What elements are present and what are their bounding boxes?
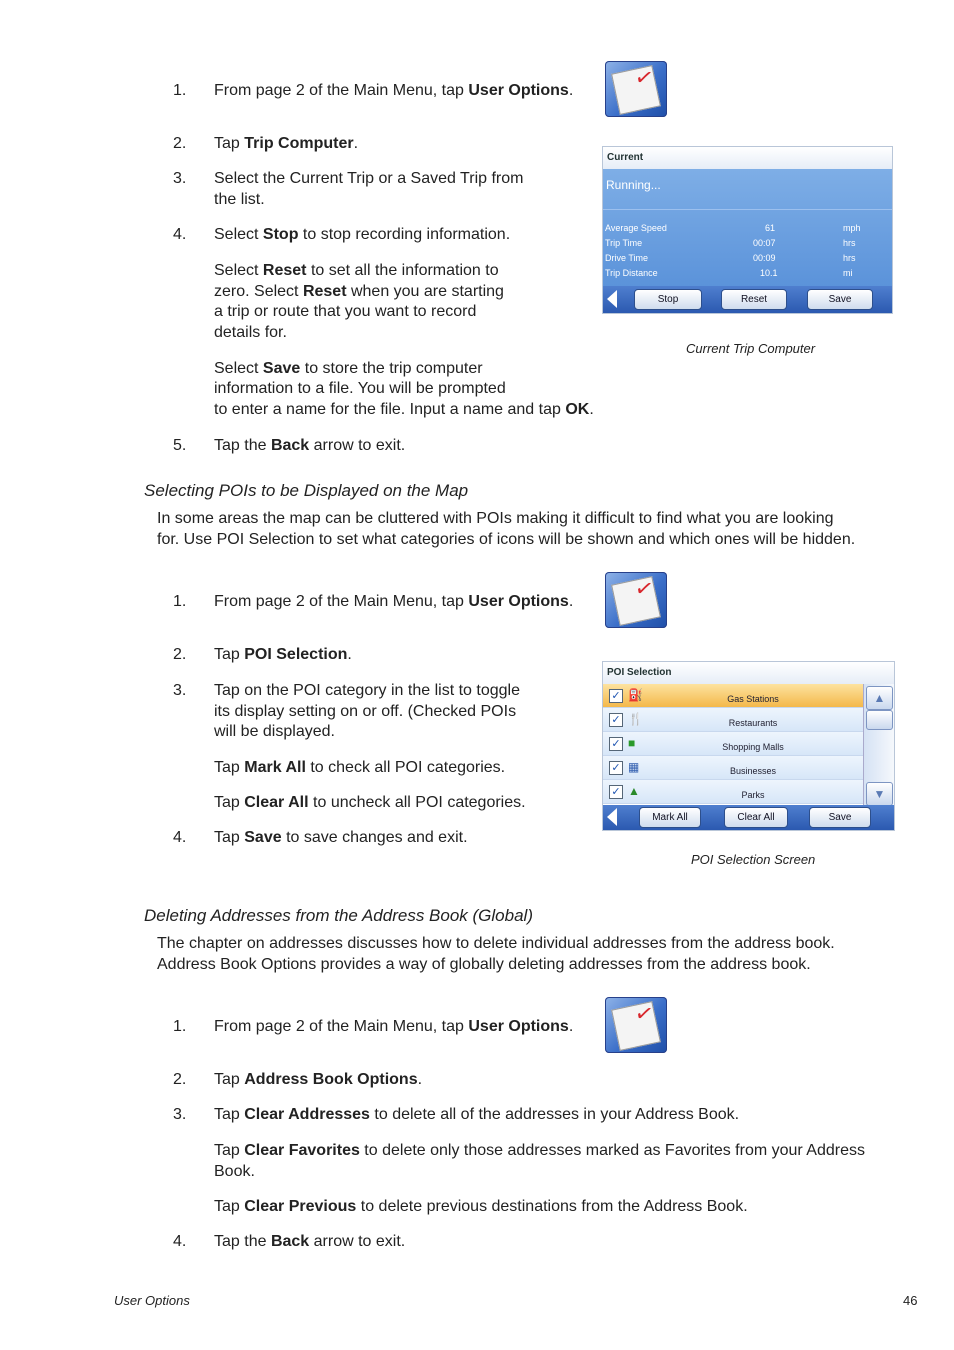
save-button[interactable]: Save [809, 807, 871, 828]
section-heading: Deleting Addresses from the Address Book (Global) [144, 906, 533, 925]
step-text: Select Stop to stop recording information. [214, 226, 511, 243]
checkbox[interactable]: ✓ [609, 713, 623, 727]
poi-item[interactable]: ✓ ▦ Businesses [603, 756, 863, 780]
step-text: Tap POI Selection. [214, 646, 352, 663]
step-text: From page 2 of the Main Menu, tap User Options. [214, 593, 574, 610]
step-number: 2. [173, 1071, 187, 1088]
trip-computer-screen [602, 146, 893, 314]
trip-button-bar [603, 286, 892, 313]
user-options-icon: ✓ [605, 997, 667, 1053]
step-number: 2. [173, 646, 187, 663]
checkbox[interactable]: ✓ [609, 785, 623, 799]
step-number: 4. [173, 1233, 187, 1250]
step-text-line: Select the Current Trip or a Saved Trip from [214, 170, 524, 187]
back-arrow-icon[interactable] [607, 290, 617, 308]
step-number: 3. [173, 1106, 187, 1123]
step-text: Tap the Back arrow to exit. [214, 437, 406, 454]
building-icon: ▦ [628, 760, 640, 774]
poi-item[interactable]: ✓ ▲ Parks [603, 780, 863, 804]
trip-row: Trip Distance 10.1 mi [605, 268, 853, 278]
user-options-icon: ✓ [605, 61, 667, 117]
step-number: 1. [173, 1018, 187, 1035]
step-text: Tap Save to save changes and exit. [214, 829, 468, 846]
stop-button[interactable]: Stop [634, 289, 702, 310]
step-number: 1. [173, 82, 187, 99]
figure-caption: POI Selection Screen [691, 852, 816, 867]
poi-selection-screen [602, 661, 895, 831]
mark-all-button[interactable]: Mark All [639, 807, 701, 828]
checkbox[interactable]: ✓ [609, 761, 623, 775]
step-number: 4. [173, 829, 187, 846]
step-number: 4. [173, 226, 187, 243]
poi-button-bar [603, 805, 894, 830]
step-text: From page 2 of the Main Menu, tap User Options. [214, 1018, 574, 1035]
step-text: Tap the Back arrow to exit. [214, 1233, 406, 1250]
step-text-line: the list. [214, 191, 265, 208]
trip-status: Running... [603, 169, 892, 210]
screen-title: POI Selection [603, 662, 894, 684]
poi-item[interactable]: ✓ 🍴 Restaurants [603, 708, 863, 732]
back-arrow-icon[interactable] [607, 808, 617, 826]
footer-section-title: User Options [114, 1293, 190, 1308]
trip-row: Trip Time 00:07 hrs [605, 238, 856, 248]
checkbox[interactable]: ✓ [609, 689, 623, 703]
figure-caption: Current Trip Computer [686, 341, 816, 356]
clear-all-button[interactable]: Clear All [724, 807, 788, 828]
section-intro: In some areas the map can be cluttered with POIs making it difficult to find what you are looking for. Use POI Selection to set what categories of icons will be shown and which ones will be hidden. [157, 510, 856, 548]
scroll-down-icon[interactable]: ▼ [866, 782, 893, 806]
page-number: 46 [903, 1293, 918, 1308]
section-intro: The chapter on addresses discusses how to delete individual addresses from the address book. Address Book Options provides a way of globally deleting addresses from the address book. [157, 935, 835, 973]
step-number: 3. [173, 170, 187, 187]
poi-item[interactable]: ✓ ⛽ Gas Stations [603, 684, 863, 708]
gas-pump-icon: ⛽ [628, 688, 643, 702]
section-heading: Selecting POIs to be Displayed on the Map [144, 481, 469, 500]
trip-row: Average Speed 61 mph [605, 223, 861, 233]
scroll-up-icon[interactable]: ▲ [866, 686, 893, 710]
trip-row: Drive Time 00:09 hrs [605, 253, 856, 263]
step-text: Tap Trip Computer. [214, 135, 359, 152]
poi-item[interactable]: ✓ ■ Shopping Malls [603, 732, 863, 756]
step-number: 3. [173, 682, 187, 699]
shopping-bag-icon: ■ [628, 736, 636, 750]
checkbox[interactable]: ✓ [609, 737, 623, 751]
save-button[interactable]: Save [807, 289, 873, 310]
step-number: 1. [173, 593, 187, 610]
user-options-icon: ✓ [605, 572, 667, 628]
scroll-thumb[interactable] [866, 710, 893, 730]
screen-title: Current [603, 147, 892, 169]
step-number: 5. [173, 437, 187, 454]
reset-button[interactable]: Reset [721, 289, 787, 310]
poi-scrollbar[interactable] [863, 684, 894, 806]
step-text: Tap Clear Addresses to delete all of the addresses in your Address Book. [214, 1106, 740, 1123]
step-number: 2. [173, 135, 187, 152]
tree-icon: ▲ [628, 784, 640, 798]
fork-knife-icon: 🍴 [628, 712, 643, 726]
step-text: From page 2 of the Main Menu, tap User Options. [214, 82, 574, 99]
step-text: Tap Address Book Options. [214, 1071, 423, 1088]
